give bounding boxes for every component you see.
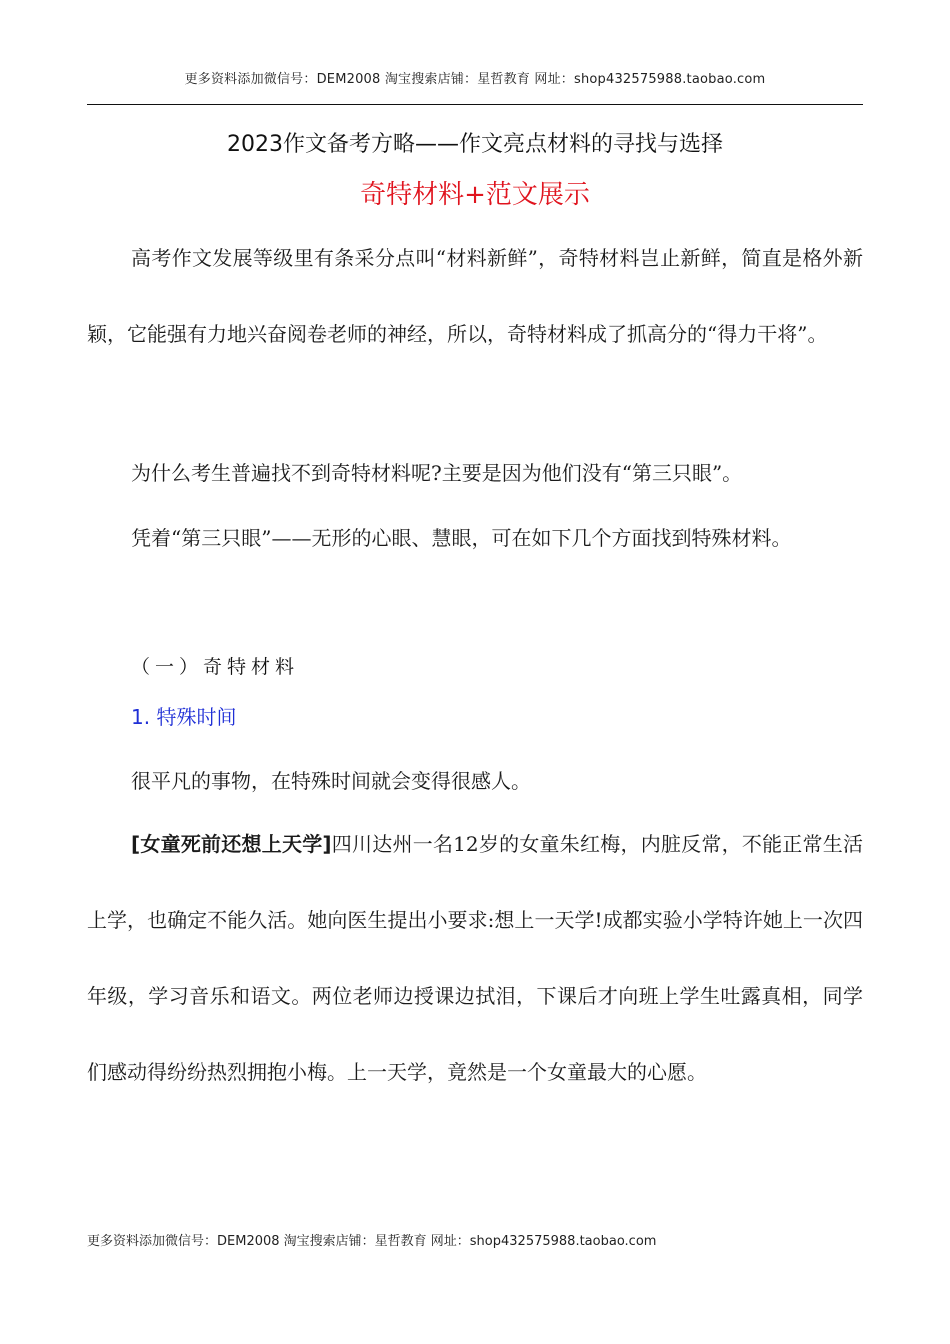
- paragraph-intro: 高考作文发展等级里有条采分点叫“材料新鲜”，奇特材料岂止新鲜，简直是格外新颖，它能强有力地兴奋阅卷老师的神经，所以，奇特材料成了抓高分的“得力干将”。: [87, 246, 863, 346]
- sub-heading-special-time: 1. 特殊时间: [131, 705, 237, 729]
- document-title: 2023作文备考方略——作文亮点材料的寻找与选择: [227, 132, 723, 157]
- story-body-text: 四川达州一名12岁的女童朱红梅，内脏反常，不能正常生活上学，也确定不能久活。她向医生提出小要求:想上一天学!成都实验小学特许她上一次四年级，学习音乐和语文。两位老师边授课边拭泪，下课后才向班上学生吐露真相，同学们感动得纷纷热烈拥抱小梅。上一天学，竟然是一个女童最大的心愿。: [87, 832, 863, 1084]
- paragraph-special-time: 很平凡的事物，在特殊时间就会变得很感人。: [131, 769, 531, 793]
- story-lead-title: [女童死前还想上天学]: [131, 832, 332, 856]
- footer-note: 更多资料添加微信号：DEM2008 淘宝搜索店铺：星哲教育 网址：shop432575988.taobao.com: [87, 1234, 657, 1249]
- header-divider: [87, 104, 863, 105]
- header-note: 更多资料添加微信号：DEM2008 淘宝搜索店铺：星哲教育 网址：shop432575988.taobao.com: [184, 72, 766, 87]
- paragraph-girl-story: [87, 806, 863, 1110]
- document-subtitle: 奇特材料+范文展示: [360, 180, 590, 210]
- paragraph-question: 为什么考生普遍找不到奇特材料呢?主要是因为他们没有“第三只眼”。: [131, 461, 743, 485]
- paragraph-third-eye: 凭着“第三只眼”——无形的心眼、慧眼，可在如下几个方面找到特殊材料。: [131, 526, 792, 550]
- section-heading-strange-material: （一）奇特材料: [131, 656, 300, 678]
